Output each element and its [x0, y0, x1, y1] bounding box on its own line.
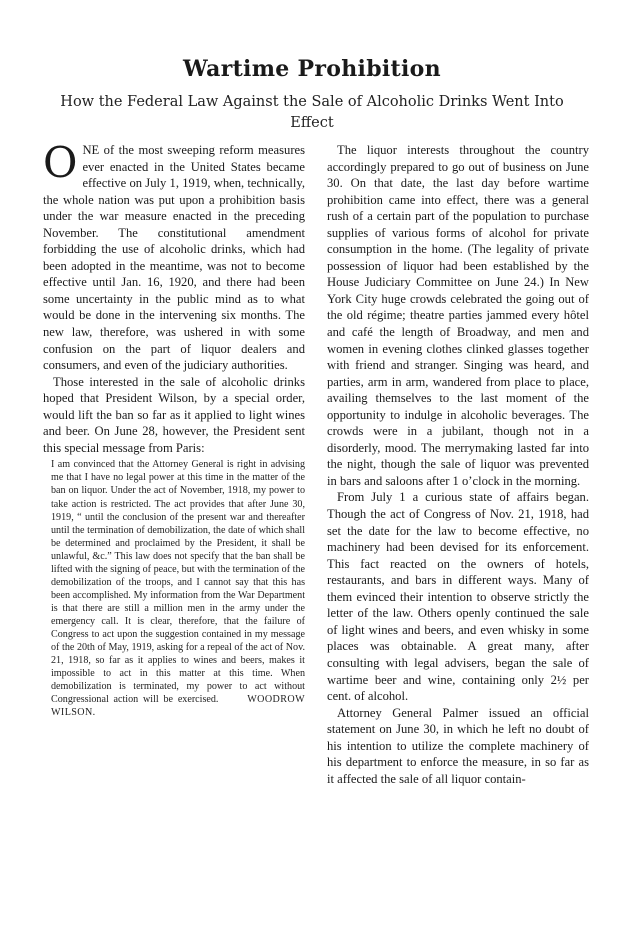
paragraph-july-first: From July 1 a curious state of affairs began. Though the act of Congress of Nov. 21, 1918, had set the date for the law to become effective, no machinery had been devised for its enforcement. This fact reacted on the owners of hotels, restaurants, and bars in different ways. Many of them evinced their intention to observe strictly the letter of the law. Others openly continued the sale of light wines and beers, and even whisky in some places was obtainable. A great many, after consulting with legal advisers, began the sale of wartime beer and wine, containing only 2½ per cent. of alcohol. [327, 490, 589, 704]
presidential-message-quote [43, 458, 305, 719]
article-title: Wartime Prohibition [183, 56, 441, 82]
right-column [327, 142, 589, 787]
quote-signature: WOODROW WILSON. [51, 694, 305, 719]
paragraph-liquor-interests: The liquor interests throughout the country accordingly prepared to go out of business on June 30. On that date, the last day before wartime prohibition came into effect, there was a general rush of a certain part of the population to purchase supplies of various forms of alcohol for private consumption in the home. (The legality of private possession of liquor had been established by the House Judiciary Committee on June 24.) In New York City huge crowds celebrated the going out of the old régime; theatre parties jammed every hôtel and café the length of Broadway, and men and women in evening clothes clinked glasses together with friend and stranger. Singing was heard, and parties, arm in arm, wandered from place to place, availing themselves to the last moment of the opportunity to indulge in alcoholic beverages. The crowds were in a jubilant, though not in a disorderly, mood. The merrymaking lasted far into the night, though the sale of liquor was prevented in bars and saloons after 1 o’clock in the morning. [327, 143, 589, 488]
paragraph-attorney-general: Attorney General Palmer issued an official statement on June 30, in which he left no doubt of his intention to utilize the complete machinery of his department to enforce the measure, in so far as it affected the sale of all liquor contain- [327, 705, 589, 786]
article-subtitle: How the Federal Law Against the Sale of Alcoholic Drinks Went Into Effect [60, 94, 564, 131]
opening-paragraph-text: NE of the most sweeping reform measures ever enacted in the United States became effective on July 1, 1919, when, technically, the whole nation was put upon a prohibition basis under the war measure enacted in the preceding November. The constitutional amendment forbidding the use of alcoholic drinks, which had been adopted in the meantime, was not to become effective until Jan. 16, 1920, and there had been some uncertainty in the public mind as to what would be done in the intervening six months. The new law, therefore, was ushered in with some confusion on the part of liquor dealers and consumers, and even of the judiciary authorities. [43, 143, 305, 373]
opening-paragraph [43, 138, 305, 374]
quote-text: I am convinced that the Attorney General is right in advising me that I have no legal power at this time in the matter of the ban on liquor. Under the act of November, 1918, my power to take action is restricted. The act provides that after June 30, 1919, “ until the conclusion of the present war and thereafter until the termination of demobilization, the date of which shall be determined and proclaimed by the President, it shall be unlawful, &c.” This law does not specify that the ban shall be lifted with the signing of peace, but with the termination of the demobilization of the troops, and I cannot say that this has been accomplished. My information from the War Department is that there are still a million men in the army under the emergency call. It is clear, therefore, that the failure of Congress to act upon the suggestion contained in my message of the 20th of May, 1919, asking for a repeal of the act of Nov. 21, 1918, so far as it applies to wines and beers, makes it impossible to act in this matter at this time. When demobilization is terminated, my power to act without Congressional action will be exercised. [51, 459, 305, 706]
drop-cap: O [43, 138, 78, 187]
paragraph-hope-lift-ban: Those interested in the sale of alcoholic drinks hoped that President Wilson, by a special order, would lift the ban so far as it applied to light wines and beer. On June 28, however, the President sent this special message from Paris: [43, 374, 305, 455]
left-column [43, 138, 305, 719]
